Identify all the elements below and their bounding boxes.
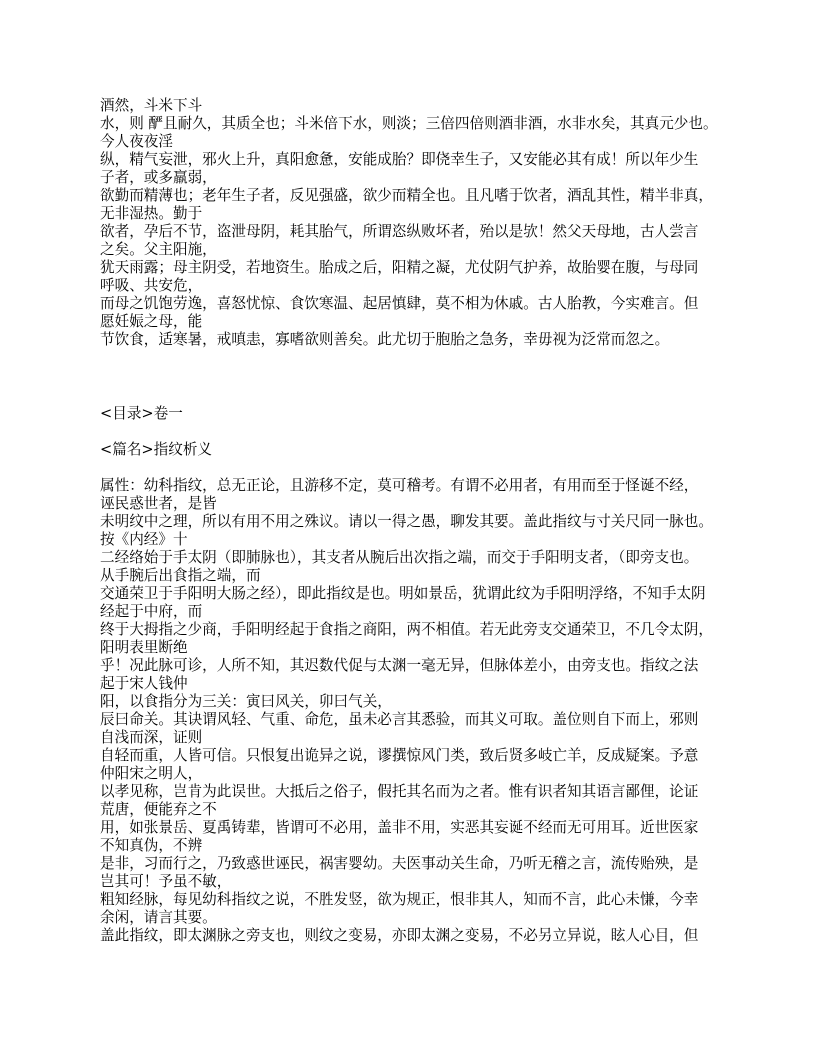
text-line: 按《内经》十 [100, 531, 188, 548]
text-line: 自浅而深，证则 [100, 729, 203, 746]
text-line: 子者，或多羸弱， [100, 169, 217, 186]
text-line: 今人夜夜淫 [100, 133, 173, 150]
text-line: 阳明表里断绝 [100, 639, 188, 656]
text-line: 欲勤而精薄也；老年生子者，反见强盛，欲少而精全也。且凡嗜于饮者，酒乱其性，精半非真， [100, 187, 713, 204]
text-line: 愿妊娠之母，能 [100, 313, 203, 330]
text-line: 而母之饥饱劳逸，喜怒忧惊、食饮寒温、起居慎肆，莫不相为休戚。古人胎教，今实难言。但 [100, 295, 699, 312]
text-line: 辰曰命关。其诀谓风轻、气重、命危，虽未必言其悉验，而其义可取。盖位则自下而上，邪则 [100, 711, 699, 728]
text-line: 不知真伪，不辨 [100, 837, 203, 854]
text-line: 荒唐，便能弃之不 [100, 801, 217, 818]
text-line: 是非，习而行之，乃致惑世诬民，祸害婴幼。夫医事动关生命，乃听无稽之言，流传贻殃，是 [100, 855, 699, 872]
text-line: 岂其可！予虽不敏， [100, 873, 232, 890]
text-line: 以孝见称，岂肯为此误世。大抵后之俗子，假托其名而为之者。惟有识者知其语言鄙俚，论证 [100, 783, 699, 800]
body-paragraph [100, 477, 718, 945]
text-line: 呼吸、共安危， [100, 277, 203, 294]
text-line: 起于宋人钱仲 [100, 675, 188, 692]
text-line: 酒然，斗米下斗 [100, 97, 203, 114]
text-line: 纵，精气妄泄，邪火上升，真阳愈惫，安能成胎？即侥幸生子，又安能必其有成！所以年少生 [100, 151, 699, 168]
chapter-title-heading: <篇名>指纹析义 [100, 441, 213, 458]
text-line: 属性：幼科指纹，总无正论，且游移不定，莫可稽考。有谓不必用者，有用而至于怪诞不经， [100, 477, 699, 494]
toc-heading: <目录>卷一 [100, 405, 183, 422]
text-line: 诬民惑世者，是皆 [100, 495, 217, 512]
text-line: 乎！况此脉可诊，人所不知，其迟数代促与太渊一毫无异，但脉体差小，由旁支也。指纹之法 [100, 657, 699, 674]
text-line: 欲者，孕后不节，盗泄母阴，耗其胎气，所谓恣纵败坏者，殆以是欤！然父天母地，古人尝言 [100, 223, 699, 240]
text-line: 自轻而重，人皆可信。只恨复出诡异之说，谬撰惊风门类，致后贤多岐亡羊，反成疑案。予意 [100, 747, 699, 764]
text-line: 用，如张景岳、夏禹铸辈，皆谓可不必用，盖非不用，实恶其妄诞不经而无可用耳。近世医家 [100, 819, 699, 836]
text-line: 二经络始于手太阴（即肺脉也），其支者从腕后出次指之端，而交于手阳明支者，（即旁支也。 [100, 549, 699, 566]
text-line: 从手腕后出食指之端，而 [100, 567, 261, 584]
leading-paragraph [100, 97, 718, 349]
text-line: 水，则 酽且耐久，其质全也；斗米倍下水，则淡；三倍四倍则酒非酒，水非水矣，其真元少也。 [100, 115, 718, 132]
text-line: 盖此指纹，即太渊脉之旁支也，则纹之变易，亦即太渊之变易，不必另立异说，眩人心目，但 [100, 927, 699, 944]
text-line: 之矣。父主阳施， [100, 241, 217, 258]
text-line: 未明纹中之理，所以有用不用之殊议。请以一得之愚，聊发其要。盖此指纹与寸关尺同一脉也。 [100, 513, 713, 530]
text-line: 仲阳宋之明人， [100, 765, 203, 782]
text-line: 犹天雨露；母主阴受，若地资生。胎成之后，阳精之凝，尤仗阴气护养，故胎婴在腹，与母同 [100, 259, 699, 276]
text-line: 无非湿热。勤于 [100, 205, 203, 222]
text-line: 粗知经脉，每见幼科指纹之说，不胜发竖，欲为规正，恨非其人，知而不言，此心未慊，今幸 [100, 891, 699, 908]
text-line: 终于大拇指之少商，手阳明经起于食指之商阳，两不相值。若无此旁支交通荣卫，不几令太阴， [100, 621, 713, 638]
text-line: 交通荣卫于手阳明大肠之经），即此指纹是也。明如景岳，犹谓此纹为手阳明浮络，不知手太阴 [100, 585, 706, 602]
text-line: 阳，以食指分为三关：寅曰风关，卯曰气关， [100, 693, 392, 710]
text-line: 经起于中府，而 [100, 603, 203, 620]
text-line: 余闲，请言其要。 [100, 909, 217, 926]
text-line: 节饮食，适寒暑，戒嗔恚，寡嗜欲则善矣。此尤切于胞胎之急务，幸毋视为泛常而忽之。 [100, 331, 670, 348]
